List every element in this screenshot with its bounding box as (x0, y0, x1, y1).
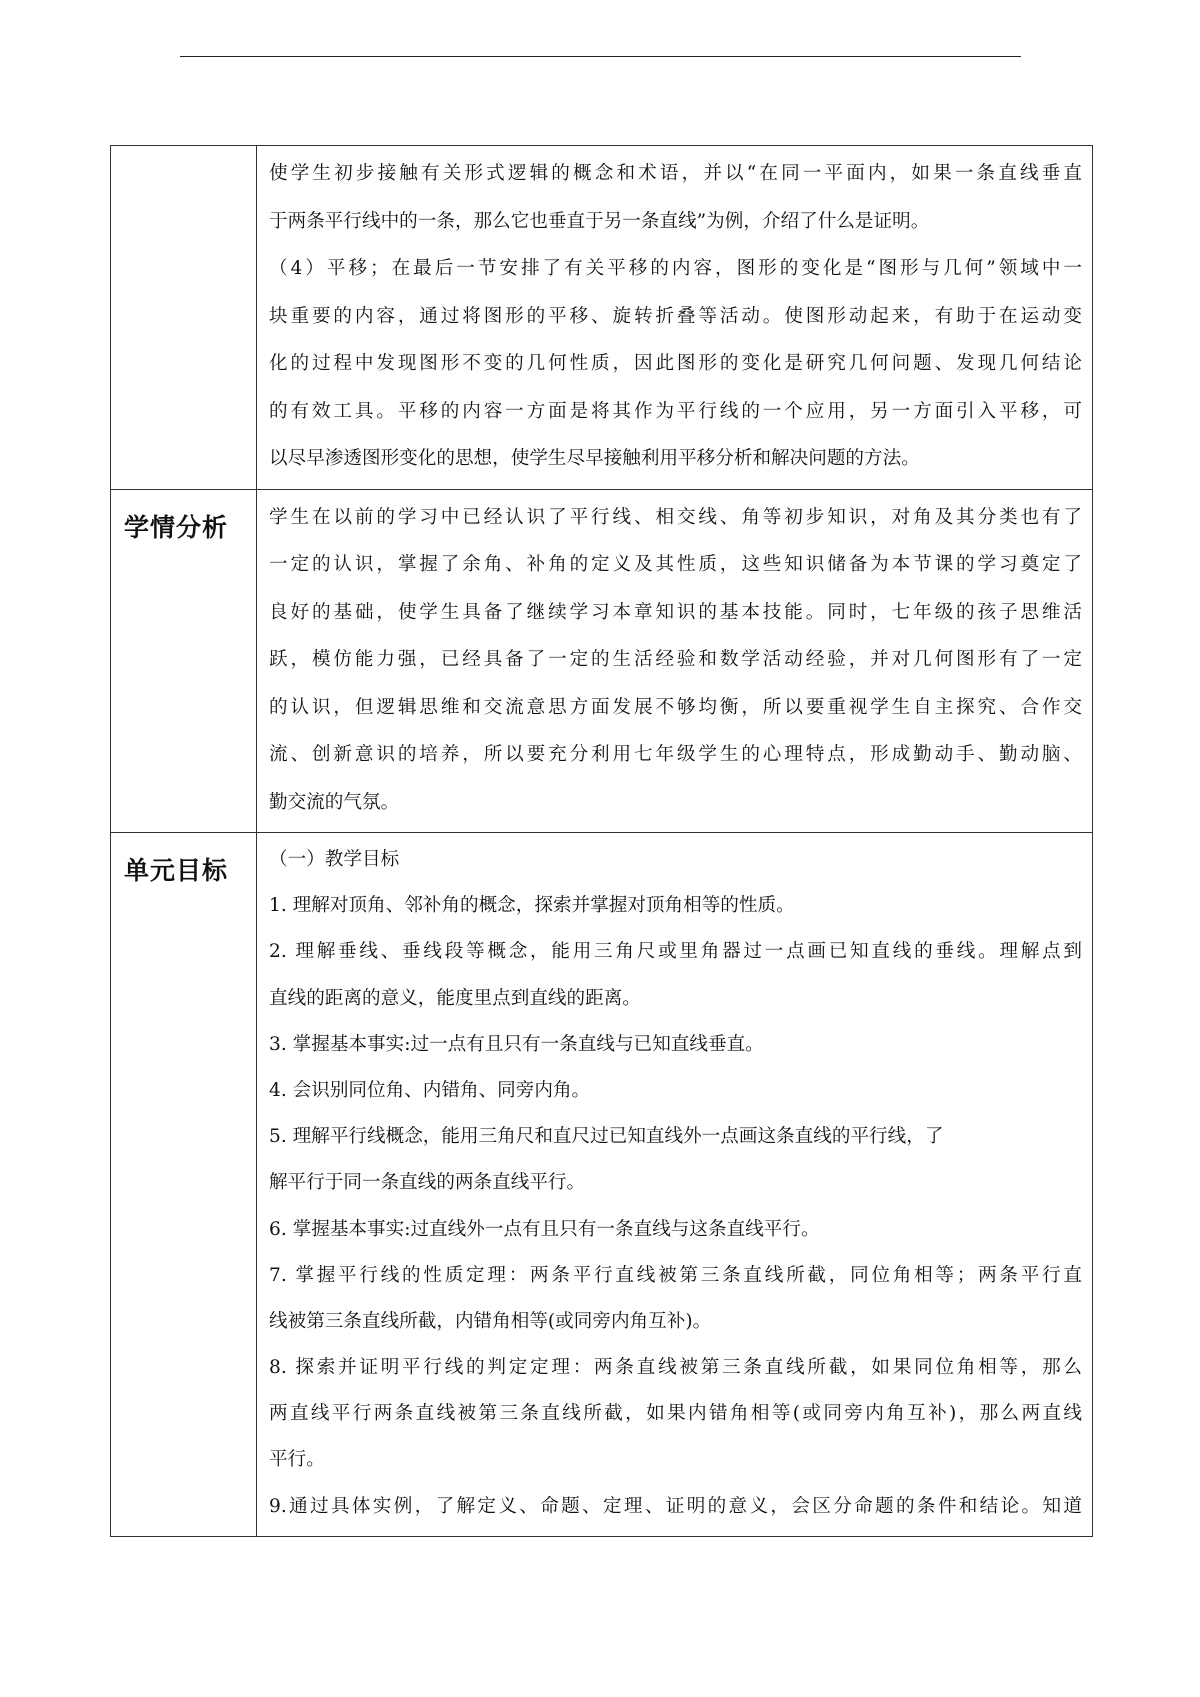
text-line: 平行。 (269, 1449, 325, 1471)
text-line: 以尽早渗透图形变化的思想，使学生尽早接触利用平移分析和解决问题的方法。 (269, 448, 920, 469)
text-line: 1. 理解对顶角、邻补角的概念，探索并掌握对顶角相等的性质。 (269, 895, 795, 917)
text-line: 块重要的内容，通过将图形的平移、旋转折叠等活动。使图形动起来，有助于在运动变 (269, 305, 1082, 327)
header-rule (180, 56, 1021, 57)
table-row-unit-goals (111, 833, 1093, 1537)
text-line: 7. 掌握平行线的性质定理：两条平行直线被第三条直线所截，同位角相等；两条平行直 (269, 1264, 1082, 1286)
text-line: 勤交流的气氛。 (269, 791, 400, 813)
text-line: 直线的距离的意义，能度里点到直线的距离。 (269, 987, 641, 1009)
text-line: 于两条平行线中的一条，那么它也垂直于另一条直线”为例，介绍了什么是证明。 (269, 210, 930, 232)
table-row-learner-analysis (111, 489, 1093, 833)
text-line: 解平行于同一条直线的两条直线平行。 (269, 1172, 586, 1194)
text-line: 良好的基础，使学生具备了继续学习本章知识的基本技能。同时，七年级的孩子思维活 (269, 601, 1082, 623)
text-line: 流、创新意识的培养，所以要充分利用七年级学生的心理特点，形成勤动手、勤动脑、 (269, 744, 1082, 765)
text-line: 使学生初步接触有关形式逻辑的概念和术语，并以“在同一平面内，如果一条直线垂直 (269, 163, 1082, 184)
row-content (257, 833, 1093, 1537)
text-line: 9.通过具体实例，了解定义、命题、定理、证明的意义，会区分命题的条件和结论。知道 (269, 1495, 1082, 1517)
text-line: （4）平移；在最后一节安排了有关平移的内容，图形的变化是“图形与几何”领域中一 (269, 258, 1082, 279)
lesson-plan-table (110, 145, 1093, 1537)
row-label (111, 146, 257, 490)
text-line: （一）教学目标 (269, 849, 400, 870)
text-line: 学生在以前的学习中已经认识了平行线、相交线、角等初步知识，对角及其分类也有了 (269, 506, 1082, 528)
table-row-content-overview (111, 146, 1093, 490)
row-content (257, 489, 1093, 833)
text-line: 化的过程中发现图形不变的几何性质，因此图形的变化是研究几何问题、发现几何结论 (269, 353, 1082, 374)
text-line: 4. 会识别同位角、内错角、同旁内角。 (269, 1079, 591, 1101)
text-line: 两直线平行两条直线被第三条直线所截，如果内错角相等(或同旁内角互补)，那么两直线 (269, 1403, 1082, 1425)
text-line: 线被第三条直线所截，内错角相等(或同旁内角互补)。 (269, 1310, 712, 1332)
text-line: 6. 掌握基本事实:过直线外一点有且只有一条直线与这条直线平行。 (269, 1218, 820, 1240)
text-line: 2. 理解垂线、垂线段等概念，能用三角尺或里角器过一点画已知直线的垂线。理解点到 (269, 941, 1082, 963)
text-line: 的认识，但逻辑思维和交流意思方面发展不够均衡，所以要重视学生自主探究、合作交 (269, 696, 1082, 718)
text-line: 一定的认识，掌握了余角、补角的定义及其性质，这些知识储备为本节课的学习奠定了 (269, 554, 1082, 575)
row-label: 学情分析 (111, 489, 257, 833)
text-line: 的有效工具。平移的内容一方面是将其作为平行线的一个应用，另一方面引入平移，可 (269, 400, 1082, 422)
text-line: 8. 探索并证明平行线的判定定理：两条直线被第三条直线所截，如果同位角相等，那么 (269, 1357, 1082, 1379)
text-line: 跃，模仿能力强，已经具备了一定的生活经验和数学活动经验，并对几何图形有了一定 (269, 649, 1082, 670)
row-label: 单元目标 (111, 833, 257, 1537)
text-line: 5. 理解平行线概念，能用三角尺和直尺过已知直线外一点画这条直线的平行线，了 (269, 1126, 944, 1148)
row-content (257, 146, 1093, 490)
text-line: 3. 掌握基本事实:过一点有且只有一条直线与已知直线垂直。 (269, 1033, 764, 1055)
